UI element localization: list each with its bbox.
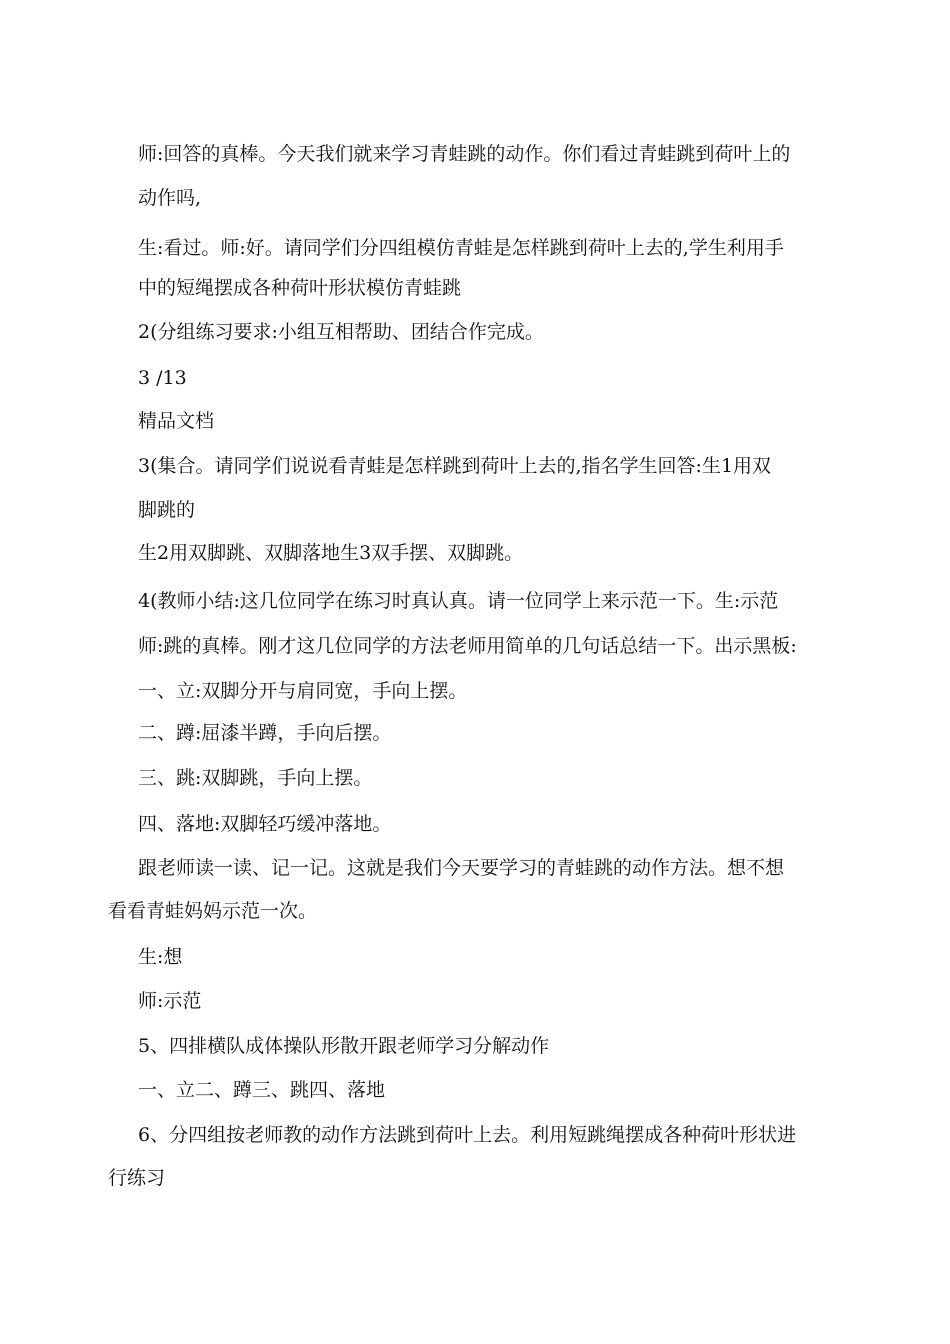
text-line: 四、落地:双脚轻巧缓冲落地。 [138, 813, 392, 835]
text-line: 3(集合。请同学们说说看青蛙是怎样跳到荷叶上去的,指名学生回答:生1用双 [138, 455, 772, 477]
text-line: 2(分组练习要求:小组互相帮助、团结合作完成。 [138, 321, 544, 343]
text-line: 二、蹲:屈漆半蹲，手向后摆。 [138, 722, 392, 744]
text-line: 师:跳的真棒。刚才这几位同学的方法老师用简单的几句话总结一下。出示黑板: [138, 635, 797, 657]
text-line: 一、立:双脚分开与肩同宽，手向上摆。 [138, 680, 468, 702]
watermark-text: 精品文档 [138, 410, 215, 432]
page-number: 3 /13 [138, 367, 187, 389]
text-line: 生2用双脚跳、双脚落地生3双手摆、双脚跳。 [138, 542, 524, 564]
text-line: 三、跳:双脚跳，手向上摆。 [138, 767, 373, 789]
text-line: 6、分四组按老师教的动作方法跳到荷叶上去。利用短跳绳摆成各种荷叶形状进 [138, 1124, 797, 1146]
text-line: 师:示范 [138, 990, 202, 1012]
text-line: 生:想 [138, 946, 183, 968]
text-line: 4(教师小结:这几位同学在练习时真认真。请一位同学上来示范一下。生:示范 [138, 590, 779, 612]
text-line: 脚跳的 [138, 499, 196, 521]
text-line: 5、四排横队成体操队形散开跟老师学习分解动作 [138, 1035, 550, 1057]
text-line: 一、立二、蹲三、跳四、落地 [138, 1079, 386, 1101]
text-line: 动作吗, [138, 187, 202, 209]
text-line: 师:回答的真棒。今天我们就来学习青蛙跳的动作。你们看过青蛙跳到荷叶上的 [138, 143, 791, 165]
text-line: 中的短绳摆成各种荷叶形状模仿青蛙跳 [138, 277, 462, 299]
text-line: 生:看过。师:好。请同学们分四组模仿青蛙是怎样跳到荷叶上去的,学生利用手 [138, 237, 784, 259]
text-line: 行练习 [108, 1167, 166, 1189]
text-line: 跟老师读一读、记一记。这就是我们今天要学习的青蛙跳的动作方法。想不想 [138, 857, 785, 879]
text-line: 看看青蛙妈妈示范一次。 [108, 900, 318, 922]
